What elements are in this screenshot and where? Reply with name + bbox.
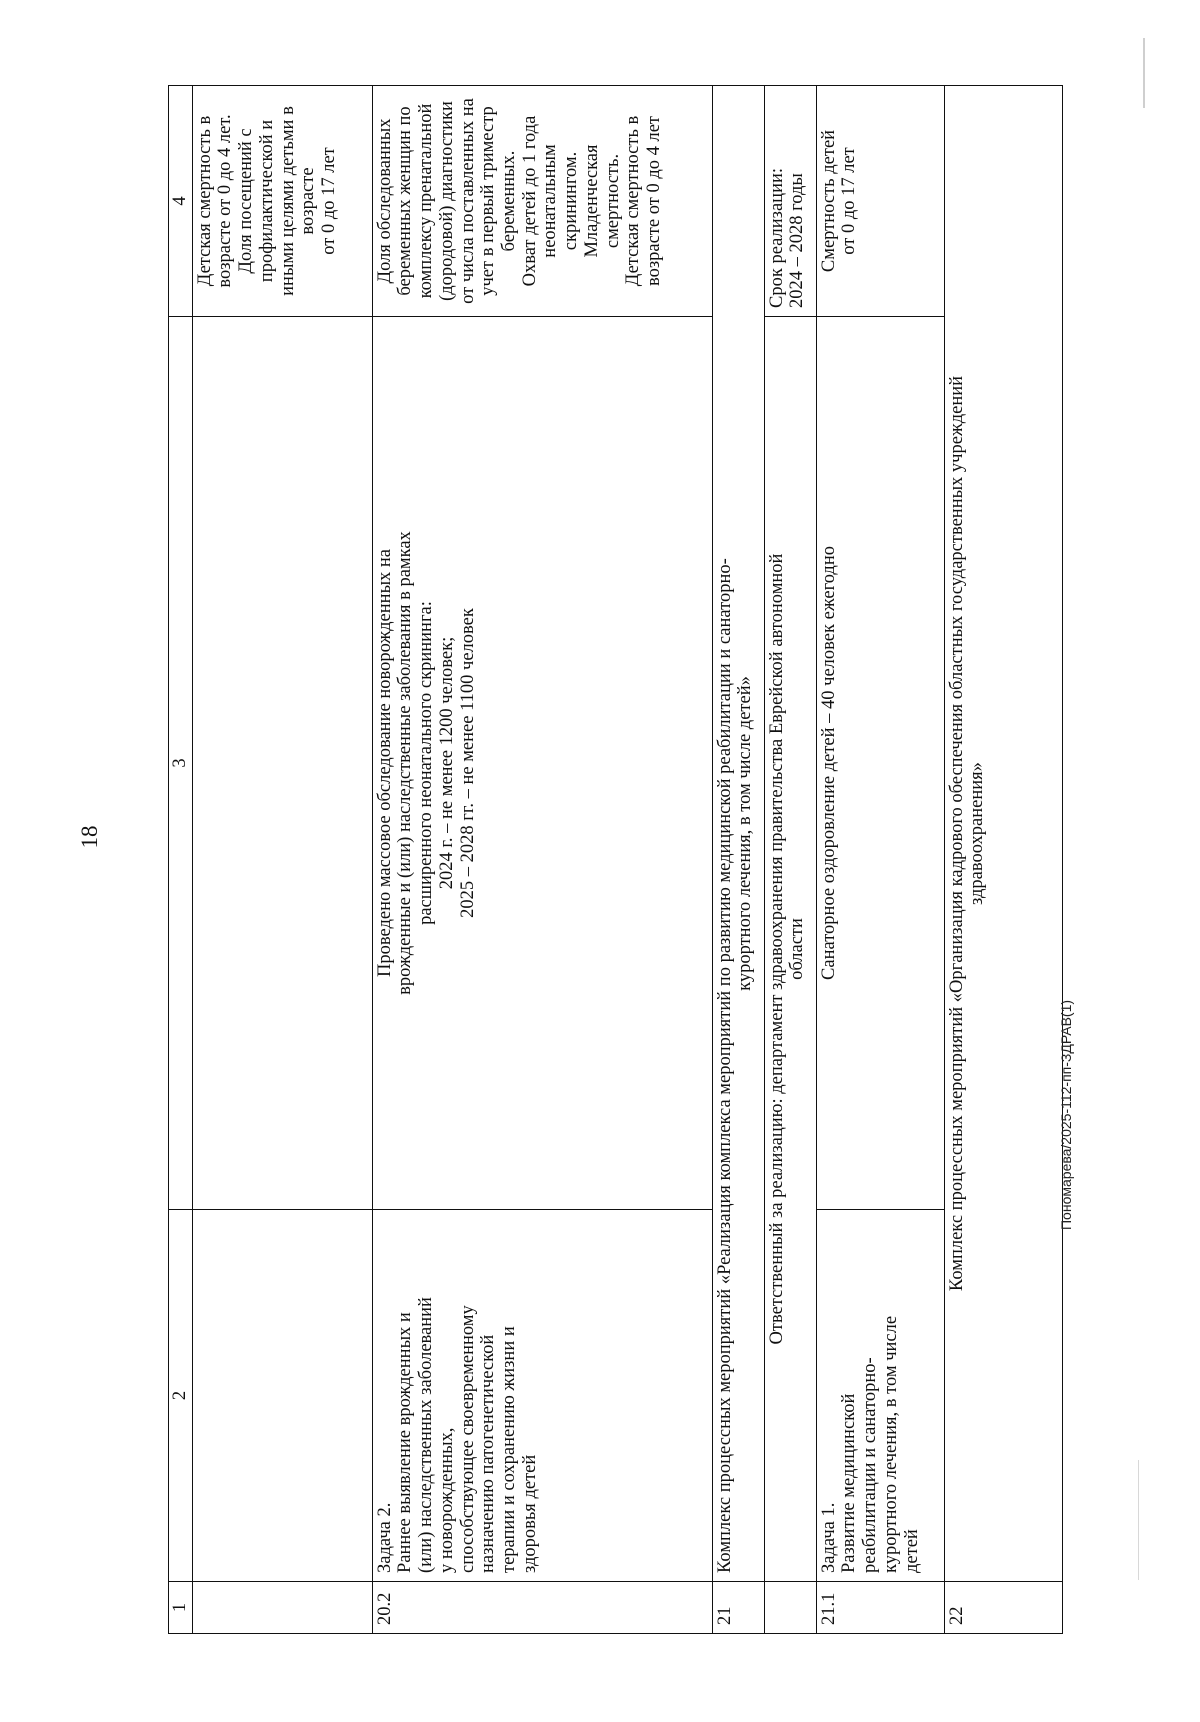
row-22-number: 22 bbox=[944, 1582, 1062, 1634]
page-number: 18 bbox=[77, 825, 102, 849]
row-20-2-task: Задача 2. Раннее выявление врожденных и (или) наследственных заболеваний у новорожденных, способствующее своевременному назначению патогенетической терапии и сохранению жизни и здоровья детей bbox=[372, 1210, 712, 1582]
scan-mark bbox=[1143, 38, 1145, 108]
table-row-continued bbox=[192, 86, 372, 1634]
rotated-table-container bbox=[168, 86, 1063, 1634]
scan-mark-lower bbox=[1138, 1460, 1139, 1580]
row-21-number: 21 bbox=[712, 1582, 764, 1634]
row-20-2-number: 20.2 bbox=[372, 1582, 712, 1634]
row-20-2-indicators: Доля обследованных беременных женщин по комплексу пренатальной (дородовой) диагностики от числа поставленных на учет в первый триместр беременных. Охват детей до 1 года неонатальным скринингом. Младенческая смертность. Детская смертность в возрасте от 0 до 4 лет bbox=[372, 86, 712, 317]
row-22-complex-title: Комплекс процессных мероприятий «Организация кадрового обеспечения областных государственных учреждений здравоохранения» bbox=[944, 86, 1062, 1582]
measures-table bbox=[168, 85, 1063, 1634]
row-21-1-result: Санаторное оздоровление детей – 40 человек ежегодно bbox=[816, 317, 944, 1210]
row-21-1-task: Задача 1. Развитие медицинской реабилитации и санаторно- курортного лечения, в том числе детей bbox=[816, 1210, 944, 1582]
header-col-2: 2 bbox=[169, 1210, 193, 1582]
table-header-row bbox=[169, 86, 193, 1634]
table-row bbox=[944, 86, 1062, 1634]
header-col-1: 1 bbox=[169, 1582, 193, 1634]
document-code-footer: Пономарева/2025-112-пп-ЗДРАВ(1) bbox=[1058, 999, 1074, 1230]
table-row bbox=[816, 86, 944, 1634]
table-row bbox=[712, 86, 764, 1634]
table-row bbox=[764, 86, 816, 1634]
header-col-4: 4 bbox=[169, 86, 193, 317]
table-row bbox=[372, 86, 712, 1634]
row0-col4: Детская смертность в возрасте от 0 до 4 лет. Доля посещений с профилактической и иными целями детьми в возрасте от 0 до 17 лет bbox=[192, 86, 372, 317]
row-21-complex-title: Комплекс процессных мероприятий «Реализация комплекса мероприятий по развитию медицинской реабилитации и санаторно- курортного лечения, в том числе детей» bbox=[712, 86, 764, 1582]
row-20-2-result: Проведено массовое обследование новорожденных на врожденные и (или) наследственные заболевания в рамках расширенного неонатального скрининга: 2024 г. – не менее 1200 человек; 2025 – 2028 гг. – не менее 1100 человек bbox=[372, 317, 712, 1210]
row-21-1-number: 21.1 bbox=[816, 1582, 944, 1634]
row-21-responsible: Ответственный за реализацию: департамент здравоохранения правительства Еврейской автономной области bbox=[764, 317, 816, 1582]
row-21-term: Срок реализации: 2024 – 2028 годы bbox=[764, 86, 816, 317]
row-21-1-indicators: Смертность детей от 0 до 17 лет bbox=[816, 86, 944, 317]
header-col-3: 3 bbox=[169, 317, 193, 1210]
document-table-area bbox=[168, 86, 1063, 1634]
